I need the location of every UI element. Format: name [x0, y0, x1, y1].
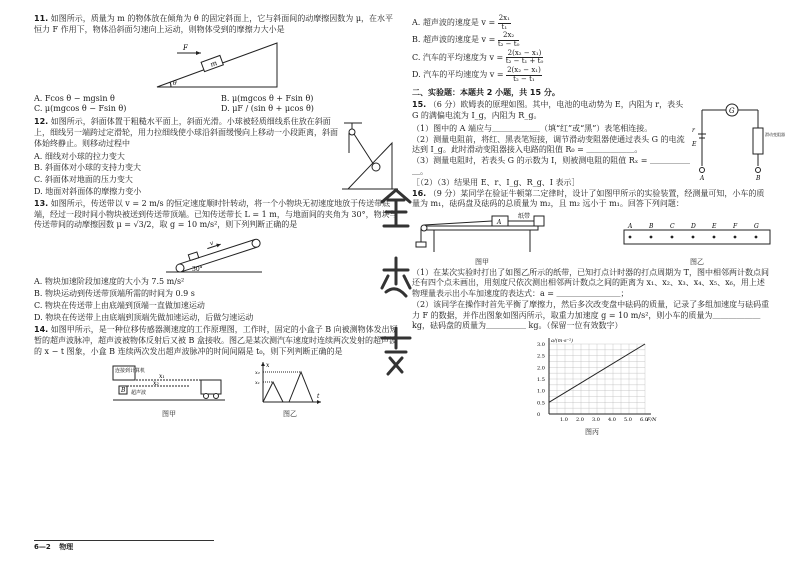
option-a-text: A. 超声波的速度是 v =: [412, 18, 496, 28]
options-14: [412, 15, 772, 84]
sensor-b-label: B: [121, 386, 126, 394]
question-stem: 如图所示，质量为 m 的物体放在倾角为 θ 的固定斜面上，它与斜面间的动摩擦因数为 μ，在水平恒力 F 作用下，物体沿斜面匀速向上运动，则物体受到的摩擦力大小是: [34, 14, 394, 34]
x-tick-label: 4.0: [608, 417, 616, 424]
tape-point-label: A: [628, 223, 633, 231]
option-b-text: B. 超声波的速度是 v =: [412, 35, 496, 45]
option-a[interactable]: A. Fcos θ − mgsin θ: [34, 93, 115, 103]
svg-text:F: F: [183, 43, 188, 52]
option-b[interactable]: B. μ(mgcos θ + Fsin θ): [221, 93, 314, 103]
e-label: E: [692, 141, 697, 149]
question-12: [34, 117, 340, 149]
option-b[interactable]: [412, 32, 772, 48]
question-number: 13.: [34, 198, 49, 208]
page-code: 6—2: [34, 543, 51, 551]
x-t-graph: [255, 360, 325, 406]
velocity-label: v: [208, 239, 215, 248]
y-tick-label: 0.5: [537, 400, 545, 407]
tape-point-label: G: [754, 223, 759, 231]
option-c[interactable]: C. 斜面体对地面的压力变大: [34, 175, 133, 185]
question-stem: （9 分）某同学在验证牛顿第二定律时，设计了如图甲所示的实验装置，经测量可知，小车的质量为 m₁，砝码盘及砝码的总质量为 m₂，且 m₂ 远小于 m₁。回答下列问题：: [412, 188, 765, 209]
question-number: 15.: [412, 100, 427, 110]
question-14: [34, 325, 400, 357]
subject-label: 物理: [59, 543, 74, 551]
question-stem: （6 分）欧姆表的原理如图。其中，电池的电动势为 E，内阻为 r，表头 G 的满偏电流为 I_g，内阻为 R_g。: [412, 100, 684, 121]
x2-tick: x₂: [255, 369, 260, 376]
x-axis-title: F/N: [647, 417, 657, 424]
tape-point-label: D: [691, 223, 696, 231]
q15-part-1: （1）图中的 A 端应与＿＿＿＿＿＿（填“红”或“黑”）表笔相连接。: [412, 123, 653, 133]
galvanometer-label: G: [729, 107, 735, 116]
x-tick-label: 2.0: [576, 417, 584, 424]
option-b-fraction: [498, 32, 520, 48]
y-tick-label: 0: [537, 412, 541, 419]
page-footer: [34, 540, 214, 552]
denominator: t₂ − t₁ + t₀: [505, 57, 544, 66]
figure-caption: 图乙: [283, 409, 297, 418]
option-d[interactable]: [412, 67, 772, 83]
figure-caption: 图乙: [690, 258, 704, 267]
q15-part-2: （2）测量电阻前，将红、黑表笔短接，调节滑动变阻器使通过表头 G 的电流达到 I_g。此时滑动变阻器接入电路的阻值 R₀ = ＿＿＿＿＿＿。: [412, 134, 685, 155]
option-d-fraction: [506, 67, 542, 83]
paper-tape-figure: [622, 220, 772, 254]
tape-point-label: B: [649, 223, 654, 231]
tape-dot: [692, 236, 695, 239]
t-axis-label: t: [317, 392, 320, 400]
option-c[interactable]: [412, 50, 772, 66]
ultrasonic-sensor-figure: [109, 360, 229, 406]
option-c-fraction: [506, 50, 544, 66]
options-12: [34, 152, 340, 198]
figure-caption: 图甲: [162, 409, 176, 418]
question-stem: 如图所示，传送带以 v = 2 m/s 的恒定速度顺时针转动，将一个小物块无初速度地放于传送带底端，经过一段时间小物块被送到传送带顶端。已知传送带长 L = 1 m，与地面间的夹角为 30°，物块与传送带间的动摩擦因数 μ = √3/2，取 g = 10 m/s²，则下列判断正确的是: [34, 198, 398, 230]
angle-label: 30°: [192, 266, 203, 274]
terminal-a-label: A: [700, 175, 705, 183]
y-tick-label: 1.0: [537, 388, 545, 395]
q15-note: ［（2）（3）结果用 E、r、I_g、R_g、I 表示］: [412, 177, 580, 187]
numerator: 2x₁: [498, 14, 510, 22]
numerator: 2(x₂ − x₁): [507, 66, 541, 75]
tape-dot: [671, 236, 674, 239]
figure-caption: 图丙: [585, 428, 599, 437]
denominator: t₂ − t₁: [513, 74, 535, 83]
y-axis-title: a/(m·s⁻²): [551, 338, 574, 345]
option-a[interactable]: A. 物块加速阶段加速度的大小为 7.5 m/s²: [34, 277, 185, 287]
tape-point-label: C: [670, 223, 675, 231]
question-number: 12.: [34, 117, 49, 127]
svg-text:m: m: [209, 58, 219, 69]
y-tick-label: 2.5: [537, 353, 545, 360]
q16-part-1: （1）在某次实验时打出了如图乙所示的纸带，已知打点计时器的打点周期为 T，图中相邻两计数点间还有四个点未画出，用刻度尺依次测出相邻两计数点之间的距离为 x₁、x₂、x₃、x₄、x₅、x₆，用上述物理量表示出小车加速度的表达式：a = ＿＿＿＿＿＿＿＿；: [412, 267, 769, 299]
left-column: [34, 14, 400, 419]
option-c-text: C. 汽车的平均速度为 v =: [412, 52, 504, 62]
section-heading: 二、实验题：本题共 2 小题，共 15 分。: [412, 87, 560, 97]
option-a-fraction: [498, 15, 511, 31]
tape-point-label: E: [712, 223, 717, 231]
question-11: [34, 14, 400, 36]
y-tick-label: 3.0: [537, 342, 545, 349]
q16-part-2: （2）该同学在操作时首先平衡了摩擦力，然后多次改变盘中砝码的质量，记录了多组加速度与砝码重力 F 的数据，并作出图象如图丙所示，取重力加速度 g = 10 m/s²，则小车的质量为＿＿＿＿＿＿ kg，砝码盘的质量为＿＿＿＿＿ kg。（保留一位有效数字）: [412, 299, 770, 331]
x-axis-label: x: [266, 361, 270, 369]
option-a[interactable]: [412, 15, 772, 31]
ohmmeter-circuit-figure: [692, 100, 785, 184]
option-d[interactable]: D. 地面对斜面体的摩擦力变小: [34, 186, 142, 196]
x2-label: x₂: [153, 379, 159, 387]
option-b[interactable]: B. 物块运动到传送带顶端所需的时间为 0.9 s: [34, 288, 195, 298]
conveyor-belt-figure: [162, 234, 272, 274]
option-c[interactable]: C. 物块在传送带上由底端到顶端一直做加速运动: [34, 300, 205, 310]
tape-dot: [734, 236, 737, 239]
cart-track-figure: [412, 212, 552, 254]
question-number: 14.: [34, 325, 49, 335]
question-stem: 如图所示，斜面体置于粗糙水平面上，斜面光滑。小球被轻质细线系住放在斜面上，细线另一端跨过定滑轮，用力拉细线使小球沿斜面缓慢向上移动一小段距离，斜面体始终静止。则移动过程中: [34, 117, 338, 148]
x-tick-label: 3.0: [592, 417, 600, 424]
figure-caption: 图甲: [475, 258, 489, 267]
question-15: [412, 100, 692, 122]
option-a[interactable]: A. 细线对小球的拉力变大: [34, 151, 125, 161]
x-tick-label: 1.0: [560, 417, 568, 424]
x-tick-label: 6.0: [640, 417, 648, 424]
option-d[interactable]: D. μF / (sin θ + μcos θ): [221, 104, 314, 114]
tape-dot: [755, 236, 758, 239]
x1-label: x₁: [159, 372, 165, 380]
question-13: [34, 199, 400, 231]
y-tick-label: 2.0: [537, 365, 545, 372]
rheostat-label: 滑动变阻器: [765, 132, 785, 138]
question-16: [412, 189, 772, 211]
option-d-text: D. 汽车的平均速度为 v =: [412, 70, 504, 80]
svg-text:θ: θ: [173, 79, 177, 87]
question-number: 16.: [412, 188, 427, 198]
wave-label: 超声波: [131, 389, 147, 396]
y-tick-label: 1.5: [537, 377, 545, 384]
tape-point-label: F: [733, 223, 738, 231]
right-column: [412, 14, 785, 438]
options-11: [34, 94, 400, 116]
a-f-graph: [527, 334, 657, 424]
tape-dot: [650, 236, 653, 239]
tape-dot: [629, 236, 632, 239]
tape-label: 纸带: [518, 213, 531, 221]
x-tick-label: 5.0: [624, 417, 632, 424]
question-number: 11.: [34, 14, 49, 23]
x1-tick: x₁: [255, 379, 260, 386]
options-13: [34, 277, 400, 323]
option-b[interactable]: B. 斜面体对小球的支持力变大: [34, 163, 141, 173]
tape-dot: [713, 236, 716, 239]
option-d[interactable]: D. 物块在传送带上由底端到顶端先做加速运动，后做匀速运动: [34, 312, 254, 322]
pulley-slope-figure: [340, 117, 400, 197]
cart-label: A: [497, 219, 502, 227]
question-stem: 如图甲所示，是一种位移传感器测速度的工作原理图，工作时，固定的小盒子 B 向被测物体发出短暂的超声波脉冲，超声波被物体反射后又被 B 盒接收。图乙是某次测汽车速度时连续两次发射的超声波的 x − t 图象，小盒 B 连续两次发出超声波脉冲的时间间隔是 t₀，则下列判断正确的是: [34, 325, 398, 356]
incline-block-figure: [147, 39, 287, 91]
denominator: t₁: [501, 22, 508, 31]
numerator: 2(x₂ − x₁): [507, 48, 542, 57]
terminal-b-label: B: [756, 175, 761, 183]
numerator: 2x₂: [498, 32, 520, 41]
denominator: t₂ − t₀: [497, 40, 520, 49]
q15-part-3: （3）测量电阻时，若表头 G 的示数为 I，则被测电阻的阻值 Rₓ = ＿＿＿＿＿＿。: [412, 156, 691, 177]
r-label: r: [692, 127, 695, 135]
option-c[interactable]: C. μ(mgcos θ − Fsin θ): [34, 104, 127, 114]
computer-box-label: 连接到计算机: [115, 367, 146, 374]
